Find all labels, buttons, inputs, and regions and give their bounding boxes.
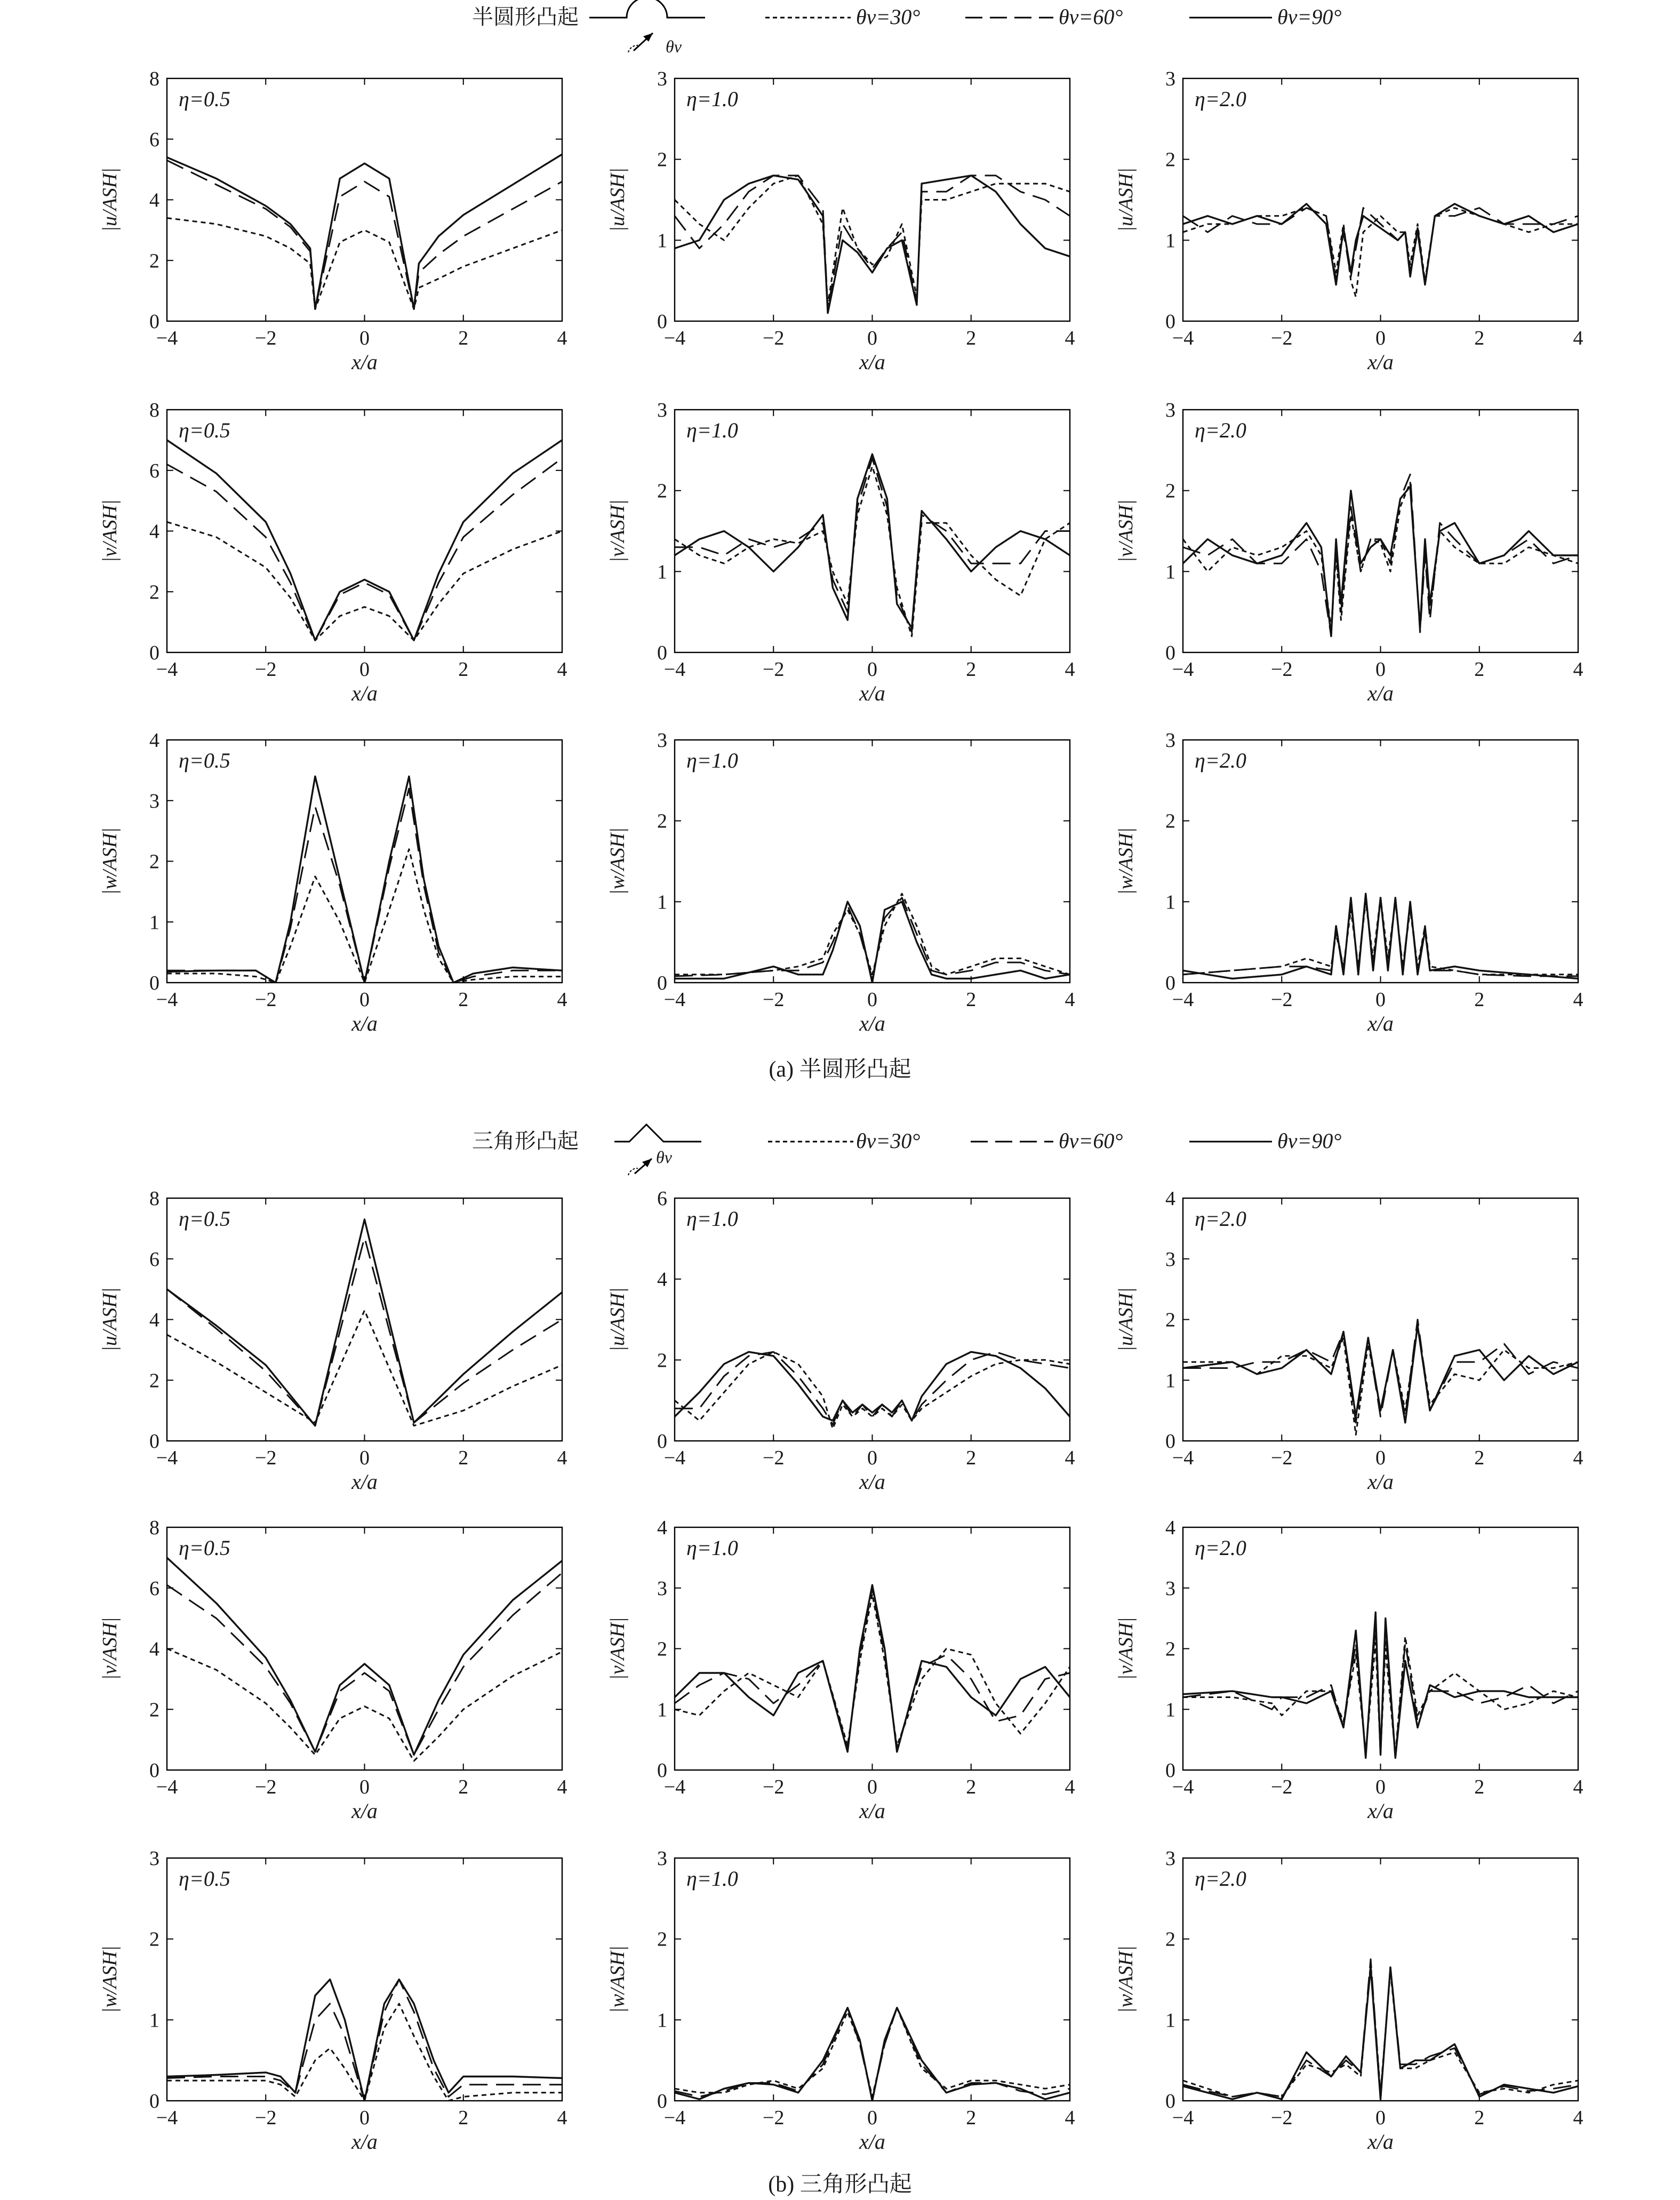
subplot-title: η=2.0 bbox=[1195, 1207, 1246, 1231]
y-tick-label: 3 bbox=[1165, 1577, 1175, 1600]
x-tick-label: −2 bbox=[255, 989, 277, 1011]
y-axis-label: |u/ASH| bbox=[606, 1287, 629, 1352]
y-tick-label: 2 bbox=[149, 1928, 159, 1951]
y-tick-label: 0 bbox=[657, 1430, 667, 1453]
y-axis-label: |v/ASH| bbox=[99, 499, 121, 563]
x-axis-label: x/a bbox=[859, 2130, 885, 2154]
x-tick-label: 2 bbox=[966, 1447, 977, 1469]
y-tick-label: 1 bbox=[1165, 2009, 1175, 2032]
x-axis-label: x/a bbox=[351, 2130, 378, 2154]
y-tick-label: 2 bbox=[1165, 810, 1175, 833]
x-tick-label: −2 bbox=[1271, 327, 1293, 349]
x-tick-label: 4 bbox=[1065, 2107, 1075, 2129]
subplot-title: η=2.0 bbox=[1195, 1867, 1246, 1891]
x-tick-label: 0 bbox=[867, 658, 877, 681]
x-tick-label: −4 bbox=[663, 1447, 686, 1469]
caption-b: (b) 三角形凸起 bbox=[768, 2172, 912, 2197]
y-tick-label: 3 bbox=[149, 790, 159, 812]
y-tick-label: 0 bbox=[657, 972, 667, 994]
x-tick-label: −2 bbox=[1271, 1447, 1293, 1469]
y-tick-label: 4 bbox=[657, 1517, 667, 1539]
y-axis-label: |v/ASH| bbox=[606, 499, 629, 563]
x-tick-label: 2 bbox=[458, 1776, 469, 1798]
x-tick-label: 0 bbox=[359, 327, 370, 349]
x-tick-label: 0 bbox=[867, 1776, 877, 1798]
x-tick-label: −4 bbox=[156, 658, 178, 681]
x-tick-label: −2 bbox=[255, 1447, 277, 1469]
legend-b-angle-label: θv bbox=[656, 1147, 672, 1167]
legend-a-label-90: θv=90° bbox=[1277, 5, 1342, 29]
x-tick-label: 0 bbox=[1375, 989, 1386, 1011]
y-tick-label: 6 bbox=[149, 128, 159, 151]
subplot-title: η=1.0 bbox=[686, 87, 738, 111]
x-tick-label: −2 bbox=[1271, 989, 1293, 1011]
y-tick-label: 4 bbox=[1165, 1187, 1175, 1210]
subplot-title: η=1.0 bbox=[686, 418, 738, 442]
x-tick-label: 2 bbox=[458, 658, 469, 681]
y-tick-label: 4 bbox=[149, 520, 159, 543]
y-tick-label: 3 bbox=[1165, 1248, 1175, 1271]
y-tick-label: 6 bbox=[149, 1577, 159, 1600]
x-tick-label: −4 bbox=[1172, 989, 1194, 1011]
subplot-title: η=1.0 bbox=[686, 748, 738, 772]
x-tick-label: 0 bbox=[359, 2107, 370, 2129]
legend-a-label-60: θv=60° bbox=[1059, 5, 1123, 29]
x-tick-label: −4 bbox=[663, 327, 686, 349]
x-tick-label: 4 bbox=[557, 989, 567, 1011]
x-tick-label: −2 bbox=[255, 658, 277, 681]
y-tick-label: 4 bbox=[149, 1638, 159, 1661]
x-tick-label: 2 bbox=[1474, 989, 1485, 1011]
y-tick-label: 3 bbox=[1165, 729, 1175, 752]
x-tick-label: −2 bbox=[255, 2107, 277, 2129]
x-tick-label: 2 bbox=[458, 989, 469, 1011]
x-tick-label: −2 bbox=[763, 327, 785, 349]
x-tick-label: 4 bbox=[1065, 658, 1075, 681]
subplot-title: η=0.5 bbox=[179, 748, 230, 772]
x-axis-label: x/a bbox=[1367, 681, 1394, 705]
x-tick-label: 2 bbox=[1474, 1447, 1485, 1469]
x-tick-label: −2 bbox=[1271, 1776, 1293, 1798]
x-tick-label: 0 bbox=[1375, 1776, 1386, 1798]
y-tick-label: 6 bbox=[149, 1248, 159, 1271]
x-axis-label: x/a bbox=[859, 1799, 885, 1823]
x-tick-label: 4 bbox=[557, 1776, 567, 1798]
x-tick-label: 4 bbox=[1573, 1447, 1583, 1469]
x-axis-label: x/a bbox=[351, 681, 378, 705]
x-tick-label: −2 bbox=[763, 2107, 785, 2129]
x-tick-label: 2 bbox=[458, 1447, 469, 1469]
y-tick-label: 2 bbox=[1165, 1928, 1175, 1951]
x-tick-label: 0 bbox=[1375, 1447, 1386, 1469]
x-tick-label: 2 bbox=[966, 327, 977, 349]
x-tick-label: 4 bbox=[1573, 658, 1583, 681]
y-tick-label: 1 bbox=[149, 2009, 159, 2032]
subplot-title: η=2.0 bbox=[1195, 748, 1246, 772]
x-axis-label: x/a bbox=[351, 1011, 378, 1035]
x-tick-label: 2 bbox=[1474, 327, 1485, 349]
x-tick-label: 0 bbox=[359, 1447, 370, 1469]
subplot-title: η=2.0 bbox=[1195, 418, 1246, 442]
y-tick-label: 2 bbox=[657, 1638, 667, 1661]
y-tick-label: 0 bbox=[657, 310, 667, 333]
x-tick-label: −4 bbox=[663, 1776, 686, 1798]
y-tick-label: 0 bbox=[149, 1759, 159, 1782]
y-tick-label: 4 bbox=[149, 189, 159, 212]
x-tick-label: −2 bbox=[1271, 2107, 1293, 2129]
y-tick-label: 0 bbox=[1165, 1430, 1175, 1453]
x-tick-label: 0 bbox=[359, 1776, 370, 1798]
y-tick-label: 2 bbox=[657, 810, 667, 833]
y-axis-label: |v/ASH| bbox=[99, 1617, 121, 1680]
y-tick-label: 0 bbox=[149, 1430, 159, 1453]
x-tick-label: 0 bbox=[867, 1447, 877, 1469]
x-tick-label: −2 bbox=[763, 1776, 785, 1798]
x-tick-label: −4 bbox=[1172, 658, 1194, 681]
y-tick-label: 1 bbox=[657, 1699, 667, 1721]
y-tick-label: 2 bbox=[657, 1349, 667, 1372]
y-axis-label: |v/ASH| bbox=[1115, 1617, 1137, 1680]
y-tick-label: 0 bbox=[149, 972, 159, 994]
y-tick-label: 2 bbox=[149, 581, 159, 604]
y-tick-label: 2 bbox=[1165, 1309, 1175, 1332]
caption-a: (a) 半圆形凸起 bbox=[769, 1057, 911, 1082]
x-axis-label: x/a bbox=[351, 350, 378, 374]
x-tick-label: 2 bbox=[458, 2107, 469, 2129]
x-axis-label: x/a bbox=[351, 1470, 378, 1494]
legend-b-label-90: θv=90° bbox=[1277, 1129, 1342, 1153]
x-tick-label: 2 bbox=[966, 658, 977, 681]
y-axis-label: |w/ASH| bbox=[606, 827, 629, 895]
y-tick-label: 2 bbox=[149, 250, 159, 273]
x-tick-label: 4 bbox=[1573, 989, 1583, 1011]
x-tick-label: 0 bbox=[359, 658, 370, 681]
y-tick-label: 2 bbox=[657, 1928, 667, 1951]
y-tick-label: 1 bbox=[657, 229, 667, 252]
y-tick-label: 3 bbox=[1165, 68, 1175, 90]
y-tick-label: 0 bbox=[149, 642, 159, 664]
y-axis-label: |w/ASH| bbox=[1115, 827, 1137, 895]
y-tick-label: 6 bbox=[657, 1187, 667, 1210]
y-tick-label: 2 bbox=[1165, 1638, 1175, 1661]
y-tick-label: 0 bbox=[1165, 642, 1175, 664]
x-tick-label: 2 bbox=[966, 1776, 977, 1798]
x-axis-label: x/a bbox=[859, 1011, 885, 1035]
x-tick-label: −2 bbox=[763, 658, 785, 681]
legend-a-shape-label: 半圆形凸起 bbox=[472, 5, 579, 29]
x-tick-label: 0 bbox=[867, 327, 877, 349]
x-axis-label: x/a bbox=[1367, 350, 1394, 374]
y-axis-label: |v/ASH| bbox=[606, 1617, 629, 1680]
x-tick-label: −4 bbox=[663, 2107, 686, 2129]
y-tick-label: 0 bbox=[1165, 972, 1175, 994]
y-tick-label: 2 bbox=[1165, 148, 1175, 171]
y-axis-label: |u/ASH| bbox=[1115, 168, 1137, 232]
y-tick-label: 1 bbox=[149, 911, 159, 934]
y-tick-label: 8 bbox=[149, 399, 159, 421]
y-tick-label: 2 bbox=[149, 1699, 159, 1721]
subplot-title: η=0.5 bbox=[179, 418, 230, 442]
legend-b-label-30: θv=30° bbox=[856, 1129, 921, 1153]
x-tick-label: 0 bbox=[867, 2107, 877, 2129]
x-tick-label: −4 bbox=[156, 327, 178, 349]
x-tick-label: −4 bbox=[663, 989, 686, 1011]
y-tick-label: 0 bbox=[1165, 310, 1175, 333]
x-axis-label: x/a bbox=[1367, 1011, 1394, 1035]
y-tick-label: 6 bbox=[149, 459, 159, 482]
y-axis-label: |u/ASH| bbox=[1115, 1287, 1137, 1352]
x-tick-label: 2 bbox=[966, 989, 977, 1011]
y-tick-label: 0 bbox=[149, 2090, 159, 2113]
x-tick-label: 4 bbox=[557, 1447, 567, 1469]
x-tick-label: 2 bbox=[458, 327, 469, 349]
x-tick-label: 2 bbox=[1474, 658, 1485, 681]
x-tick-label: −4 bbox=[1172, 327, 1194, 349]
y-axis-label: |w/ASH| bbox=[99, 1946, 121, 2013]
y-tick-label: 8 bbox=[149, 1517, 159, 1539]
y-axis-label: |w/ASH| bbox=[1115, 1946, 1137, 2013]
y-tick-label: 8 bbox=[149, 1187, 159, 1210]
y-axis-label: |w/ASH| bbox=[606, 1946, 629, 2013]
x-axis-label: x/a bbox=[859, 681, 885, 705]
y-axis-label: |u/ASH| bbox=[99, 168, 121, 232]
y-tick-label: 3 bbox=[657, 729, 667, 752]
x-axis-label: x/a bbox=[1367, 1470, 1394, 1494]
y-tick-label: 2 bbox=[657, 480, 667, 503]
x-tick-label: 4 bbox=[1573, 327, 1583, 349]
legend-b-label-60: θv=60° bbox=[1059, 1129, 1123, 1153]
y-tick-label: 1 bbox=[657, 561, 667, 584]
x-tick-label: 2 bbox=[966, 2107, 977, 2129]
y-tick-label: 1 bbox=[1165, 1699, 1175, 1721]
x-tick-label: −2 bbox=[255, 327, 277, 349]
legend-a-label-30: θv=30° bbox=[856, 5, 921, 29]
x-tick-label: −2 bbox=[763, 989, 785, 1011]
subplot-title: η=2.0 bbox=[1195, 87, 1246, 111]
x-tick-label: −4 bbox=[663, 658, 686, 681]
subplot-title: η=1.0 bbox=[686, 1536, 738, 1560]
y-axis-label: |u/ASH| bbox=[99, 1287, 121, 1352]
subplot-title: η=2.0 bbox=[1195, 1536, 1246, 1560]
x-axis-label: x/a bbox=[351, 1799, 378, 1823]
y-tick-label: 3 bbox=[657, 68, 667, 90]
x-tick-label: 4 bbox=[557, 327, 567, 349]
y-tick-label: 3 bbox=[657, 1847, 667, 1870]
x-tick-label: 0 bbox=[359, 989, 370, 1011]
x-axis-label: x/a bbox=[859, 350, 885, 374]
x-tick-label: −2 bbox=[255, 1776, 277, 1798]
y-tick-label: 2 bbox=[1165, 480, 1175, 503]
y-tick-label: 2 bbox=[149, 1369, 159, 1392]
y-tick-label: 0 bbox=[149, 310, 159, 333]
x-tick-label: −4 bbox=[156, 989, 178, 1011]
subplot-title: η=0.5 bbox=[179, 87, 230, 111]
x-tick-label: −2 bbox=[1271, 658, 1293, 681]
x-axis-label: x/a bbox=[1367, 2130, 1394, 2154]
y-axis-label: |v/ASH| bbox=[1115, 499, 1137, 563]
y-tick-label: 3 bbox=[149, 1847, 159, 1870]
y-tick-label: 0 bbox=[1165, 2090, 1175, 2113]
x-tick-label: −4 bbox=[156, 1447, 178, 1469]
x-tick-label: 2 bbox=[1474, 2107, 1485, 2129]
x-tick-label: 4 bbox=[1065, 989, 1075, 1011]
y-tick-label: 1 bbox=[1165, 561, 1175, 584]
x-tick-label: 0 bbox=[1375, 2107, 1386, 2129]
x-tick-label: 4 bbox=[557, 658, 567, 681]
x-tick-label: 4 bbox=[1065, 327, 1075, 349]
x-axis-label: x/a bbox=[1367, 1799, 1394, 1823]
x-axis-label: x/a bbox=[859, 1470, 885, 1494]
y-tick-label: 8 bbox=[149, 68, 159, 90]
y-tick-label: 3 bbox=[1165, 1847, 1175, 1870]
x-tick-label: 4 bbox=[1573, 1776, 1583, 1798]
y-tick-label: 4 bbox=[149, 729, 159, 752]
y-tick-label: 1 bbox=[1165, 1369, 1175, 1392]
x-tick-label: 4 bbox=[1573, 2107, 1583, 2129]
x-tick-label: −4 bbox=[156, 1776, 178, 1798]
y-tick-label: 0 bbox=[1165, 1759, 1175, 1782]
subplot-title: η=1.0 bbox=[686, 1207, 738, 1231]
y-tick-label: 3 bbox=[1165, 399, 1175, 421]
subplot-title: η=0.5 bbox=[179, 1207, 230, 1231]
y-tick-label: 0 bbox=[657, 2090, 667, 2113]
y-axis-label: |w/ASH| bbox=[99, 827, 121, 895]
x-tick-label: 4 bbox=[1065, 1447, 1075, 1469]
subplot-title: η=0.5 bbox=[179, 1536, 230, 1560]
x-tick-label: 2 bbox=[1474, 1776, 1485, 1798]
y-tick-label: 3 bbox=[657, 1577, 667, 1600]
y-tick-label: 1 bbox=[1165, 229, 1175, 252]
x-tick-label: −4 bbox=[1172, 1776, 1194, 1798]
legend-a-angle-label: θv bbox=[666, 37, 682, 56]
y-tick-label: 2 bbox=[657, 148, 667, 171]
y-tick-label: 4 bbox=[149, 1309, 159, 1332]
y-tick-label: 1 bbox=[1165, 891, 1175, 914]
y-tick-label: 4 bbox=[657, 1268, 667, 1291]
x-tick-label: −4 bbox=[1172, 2107, 1194, 2129]
y-tick-label: 1 bbox=[657, 891, 667, 914]
y-axis-label: |u/ASH| bbox=[606, 168, 629, 232]
x-tick-label: 0 bbox=[1375, 658, 1386, 681]
subplot-title: η=1.0 bbox=[686, 1867, 738, 1891]
x-tick-label: 4 bbox=[557, 2107, 567, 2129]
x-tick-label: 4 bbox=[1065, 1776, 1075, 1798]
x-tick-label: −2 bbox=[763, 1447, 785, 1469]
y-tick-label: 2 bbox=[149, 850, 159, 873]
x-tick-label: −4 bbox=[1172, 1447, 1194, 1469]
x-tick-label: 0 bbox=[1375, 327, 1386, 349]
y-tick-label: 0 bbox=[657, 642, 667, 664]
y-tick-label: 0 bbox=[657, 1759, 667, 1782]
x-tick-label: 0 bbox=[867, 989, 877, 1011]
subplot-title: η=0.5 bbox=[179, 1867, 230, 1891]
legend-b-shape-label: 三角形凸起 bbox=[472, 1129, 579, 1153]
x-tick-label: −4 bbox=[156, 2107, 178, 2129]
y-tick-label: 1 bbox=[657, 2009, 667, 2032]
y-tick-label: 4 bbox=[1165, 1517, 1175, 1539]
y-tick-label: 3 bbox=[657, 399, 667, 421]
